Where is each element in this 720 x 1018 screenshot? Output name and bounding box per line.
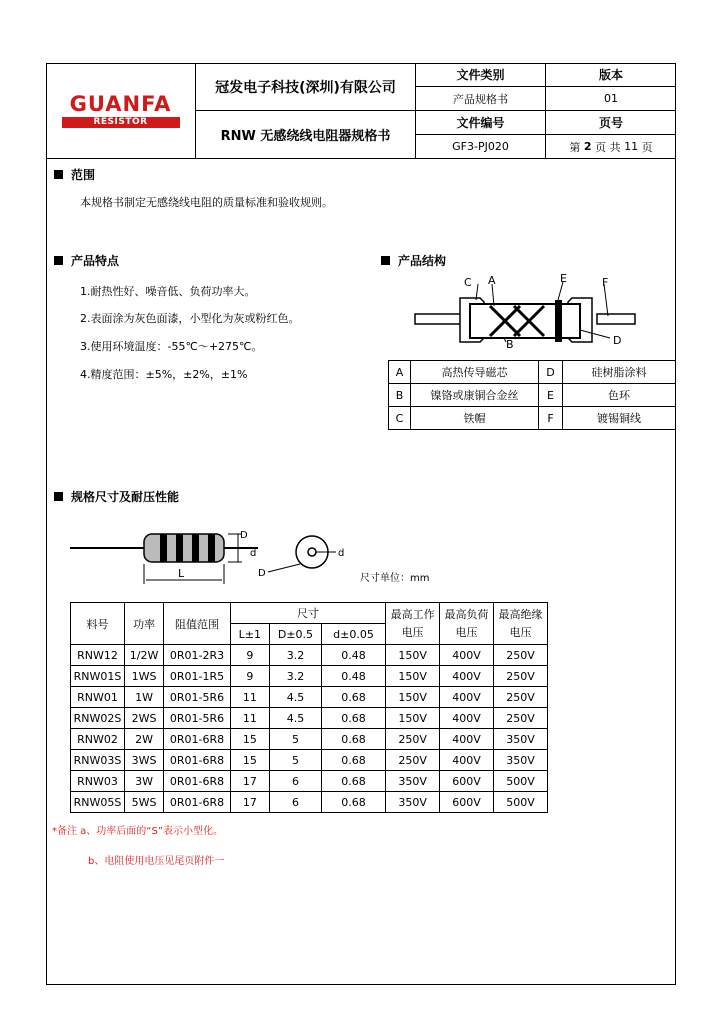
table-cell: 15 [230, 729, 269, 750]
logo-text: GUANFA [69, 92, 172, 116]
structure-table [388, 360, 676, 430]
feature-item: 2.表面涂为灰色面漆，小型化为灰或粉红色。 [80, 312, 300, 325]
table-cell: 150V [386, 645, 440, 666]
table-cell: RNW01S [71, 666, 125, 687]
company-logo [46, 63, 196, 159]
table-cell: 500V [493, 771, 547, 792]
bullet-square-icon [54, 170, 63, 179]
table-cell: 3.2 [270, 645, 322, 666]
version-value: 01 [546, 87, 676, 111]
table-cell: 350V [386, 792, 440, 813]
structure-diagram [410, 272, 640, 352]
table-cell: 250V [493, 687, 547, 708]
table-cell: 0.68 [321, 750, 385, 771]
table-cell: 0R01-6R8 [164, 750, 230, 771]
table-cell: RNW02 [71, 729, 125, 750]
table-row [71, 666, 548, 687]
company-name: 冠发电子科技(深圳)有限公司 [196, 63, 416, 111]
note-a: *备注 a、功率后面的“S”表示小型化。 [52, 826, 224, 837]
table-cell: 6 [270, 792, 322, 813]
bullet-square-icon [54, 492, 63, 501]
feature-item: 3.使用环境温度：-55℃～+275℃。 [80, 340, 263, 353]
table-cell: 9 [230, 666, 269, 687]
bullet-square-icon [381, 256, 390, 265]
doc-no-value: GF3-PJ020 [416, 135, 546, 159]
table-cell: 400V [440, 666, 494, 687]
dimension-diagram [68, 524, 358, 588]
table-cell: 400V [440, 750, 494, 771]
version-label: 版本 [546, 63, 676, 87]
table-cell: 400V [440, 729, 494, 750]
table-row [71, 729, 548, 750]
table-cell: 350V [493, 750, 547, 771]
diagram-label-b: B [506, 338, 514, 351]
table-cell: 5 [270, 750, 322, 771]
table-cell: 0.68 [321, 792, 385, 813]
table-cell: 250V [493, 666, 547, 687]
document-title: RNW 无感绕线电阻器规格书 [196, 111, 416, 159]
spec-table: 料号 功率 阻值范围 尺寸 最高工作电压 最高负荷电压 最高绝缘电压 L±1 D±0.5 d±0.05 RNW12 1/2W 0R01-2R3 9 3.2 0.48 150V 400V 250V RNW01S 1WS 0R01-1R5 9 3.2 0.48 150V 400V 250V RNW01 1W 0R01-5R6 11 4.5 0.68 150V 400V 250V RNW02S 2WS 0R01-5R6 11 4.5 0.68 150V 400V 250V RNW02 2W 0R01-6R8 15 5 0.68 250V 400V 350V RNW03S 3WS 0R01-6R8 15 5 0.68 250V 400V 350V RNW03 3W 0R01-6R8 17 6 0.68 350V 600V 500V RNW05S 5WS 0R01-6R8 17 6 0.68 350V 600V 500V [70, 602, 548, 813]
table-row [71, 750, 548, 771]
table-cell: 0R01-6R8 [164, 771, 230, 792]
table-row [71, 771, 548, 792]
table-cell: 0.68 [321, 708, 385, 729]
table-cell: 1/2W [124, 645, 163, 666]
label-L: L [178, 567, 185, 580]
scope-text: 本规格书制定无感绕线电阻的质量标准和验收规则。 [80, 196, 333, 209]
svg-text:D: D [258, 568, 266, 579]
table-cell: 3WS [124, 750, 163, 771]
document-header [46, 63, 676, 159]
table-cell: 4.5 [270, 708, 322, 729]
table-cell: 150V [386, 708, 440, 729]
table-cell: 0R01-5R6 [164, 708, 230, 729]
bullet-square-icon [54, 256, 63, 265]
table-cell: 0R01-6R8 [164, 729, 230, 750]
table-cell: 400V [440, 645, 494, 666]
table-row: C 铁帽 F 镀锡铜线 [389, 407, 676, 430]
feature-item: 1.耐热性好、噪音低、负荷功率大。 [80, 285, 256, 298]
table-cell: RNW05S [71, 792, 125, 813]
diagram-label-c: C [464, 276, 472, 289]
table-row: A 高热传导磁芯 D 硅树脂涂料 [389, 361, 676, 384]
table-cell: 5WS [124, 792, 163, 813]
table-cell: 11 [230, 708, 269, 729]
table-cell: 3.2 [270, 666, 322, 687]
table-cell: 1WS [124, 666, 163, 687]
table-cell: 6 [270, 771, 322, 792]
scope-heading: 范围 [54, 166, 95, 183]
table-cell: 9 [230, 645, 269, 666]
diagram-label-d: D [613, 334, 622, 347]
page-number: 第 2 页 共 11 页 [546, 135, 676, 159]
svg-text:d: d [338, 548, 345, 559]
label-d: d [250, 548, 257, 559]
doc-type-value: 产品规格书 [416, 87, 546, 111]
table-cell: 0R01-2R3 [164, 645, 230, 666]
doc-no-label: 文件编号 [416, 111, 546, 135]
table-cell: 17 [230, 771, 269, 792]
table-cell: 250V [493, 645, 547, 666]
table-cell: RNW01 [71, 687, 125, 708]
table-cell: 350V [386, 771, 440, 792]
table-cell: 17 [230, 792, 269, 813]
table-cell: 250V [386, 750, 440, 771]
table-cell: 11 [230, 687, 269, 708]
table-row [71, 645, 548, 666]
table-cell: 0.68 [321, 771, 385, 792]
diagram-label-a: A [488, 274, 496, 287]
table-cell: 600V [440, 771, 494, 792]
table-cell: 2WS [124, 708, 163, 729]
table-cell: 150V [386, 666, 440, 687]
table-row [71, 687, 548, 708]
diagram-label-e: E [560, 272, 567, 285]
table-cell: 600V [440, 792, 494, 813]
table-cell: 0R01-1R5 [164, 666, 230, 687]
table-cell: 0R01-6R8 [164, 792, 230, 813]
table-cell: RNW02S [71, 708, 125, 729]
table-cell: RNW12 [71, 645, 125, 666]
table-cell: 15 [230, 750, 269, 771]
table-cell: 1W [124, 687, 163, 708]
table-cell: 250V [493, 708, 547, 729]
table-cell: 0R01-5R6 [164, 687, 230, 708]
table-cell: 0.68 [321, 687, 385, 708]
unit-note: 尺寸单位：mm [360, 573, 430, 584]
table-cell: RNW03S [71, 750, 125, 771]
table-cell: 250V [386, 729, 440, 750]
table-cell: 0.48 [321, 666, 385, 687]
feature-item: 4.精度范围：±5%，±2%，±1% [80, 368, 248, 381]
table-cell: 400V [440, 708, 494, 729]
table-cell: 4.5 [270, 687, 322, 708]
page-label: 页号 [546, 111, 676, 135]
logo-subtitle: RESISTOR [62, 117, 180, 128]
table-cell: 5 [270, 729, 322, 750]
note-b: b、电阻使用电压见尾页附件一 [88, 856, 225, 867]
table-row [71, 708, 548, 729]
table-cell: 150V [386, 687, 440, 708]
structure-heading: 产品结构 [381, 252, 446, 269]
table-cell: 350V [493, 729, 547, 750]
table-cell: 0.68 [321, 729, 385, 750]
table-cell: 400V [440, 687, 494, 708]
table-cell: 0.48 [321, 645, 385, 666]
label-D: D [240, 530, 248, 541]
doc-type-label: 文件类别 [416, 63, 546, 87]
dimensions-heading: 规格尺寸及耐压性能 [54, 488, 179, 505]
table-cell: 3W [124, 771, 163, 792]
table-cell: 2W [124, 729, 163, 750]
features-heading: 产品特点 [54, 252, 119, 269]
table-row: B 镍铬或康铜合金丝 E 色环 [389, 384, 676, 407]
table-cell: 500V [493, 792, 547, 813]
table-row [71, 792, 548, 813]
diagram-label-f: F [602, 276, 609, 289]
table-cell: RNW03 [71, 771, 125, 792]
